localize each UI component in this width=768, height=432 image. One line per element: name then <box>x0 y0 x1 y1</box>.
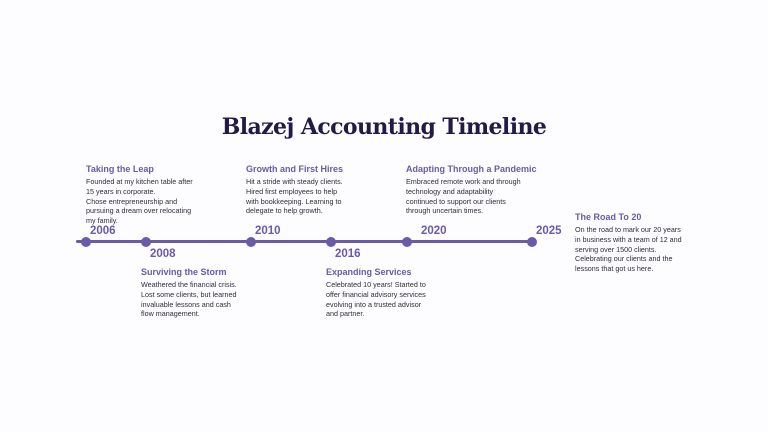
milestone-dot-2020 <box>402 237 412 247</box>
milestone-dot-2010 <box>246 237 256 247</box>
year-label-2010: 2010 <box>255 225 281 237</box>
event-heading: Expanding Services <box>326 267 412 277</box>
event-surviving-the-storm <box>141 267 269 319</box>
year-label-2008: 2008 <box>150 248 176 260</box>
event-growth-and-first-hires <box>246 164 374 216</box>
event-the-road-to-20 <box>575 212 715 274</box>
event-heading: The Road To 20 <box>575 212 642 222</box>
page-title: Blazej Accounting Timeline <box>221 114 547 140</box>
event-description: On the road to mark our 20 years in business with a team of 12 and serving over 1500 clients. Celebrating our clients and the lessons that got us here. <box>575 225 682 274</box>
event-description: Celebrated 10 years! Started to offer financial advisory services evolving into a trusted advisor and partner. <box>326 280 426 319</box>
milestone-dot-2006 <box>81 237 91 247</box>
year-label-2025: 2025 <box>536 225 562 237</box>
event-heading: Growth and First Hires <box>246 164 344 174</box>
milestone-dot-2016 <box>326 237 336 247</box>
year-label-2006: 2006 <box>90 225 116 237</box>
milestone-dot-2025 <box>527 237 537 247</box>
event-description: Embraced remote work and through technology and adaptability continued to support our clients through uncertain times. <box>406 177 521 216</box>
event-adapting-through-a-pandemic <box>406 164 537 216</box>
milestone-dot-2008 <box>141 237 151 247</box>
event-expanding-services <box>326 267 454 319</box>
year-label-2020: 2020 <box>421 225 447 237</box>
event-description: Hit a stride with steady clients. Hired first employees to help with bookkeeping. Learning to delegate to help growth. <box>246 177 343 216</box>
event-taking-the-leap <box>86 164 214 226</box>
event-heading: Taking the Leap <box>86 164 154 174</box>
event-description: Founded at my kitchen table after 15 years in corporate. Chose entrepreneurship and pursuing a dream over relocating my family. <box>86 177 193 226</box>
event-heading: Surviving the Storm <box>141 267 227 277</box>
event-heading: Adapting Through a Pandemic <box>406 164 537 174</box>
year-label-2016: 2016 <box>335 248 361 260</box>
event-description: Weathered the financial crisis. Lost some clients, but learned invaluable lessons and cash flow management. <box>141 280 237 319</box>
